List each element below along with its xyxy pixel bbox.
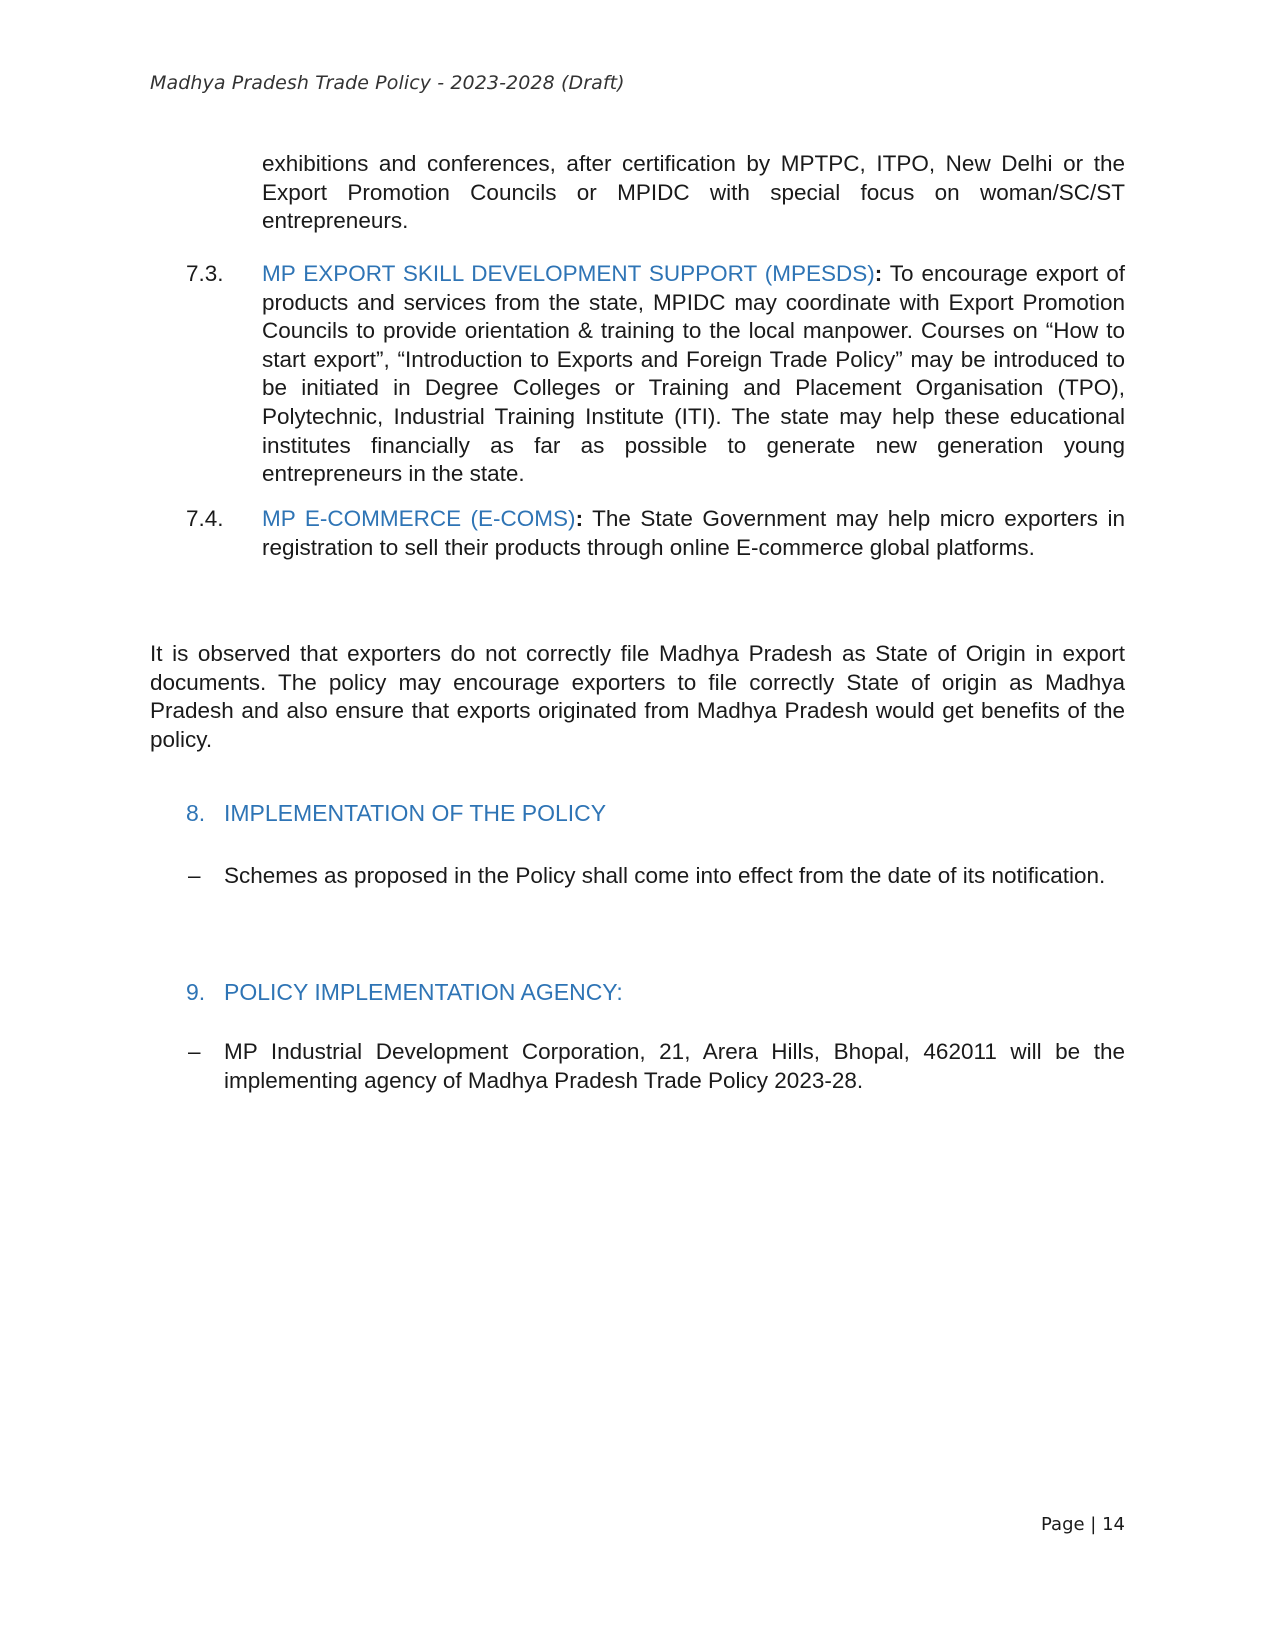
section-number: 9. <box>186 979 206 1005</box>
dash-bullet-icon: – <box>188 1039 201 1064</box>
subsection-colon: : <box>874 261 883 286</box>
bullet-text: MP Industrial Development Corporation, 21, Arera Hills, Bhopal, 462011 will be the implementing agency of Madhya Pradesh Trade Policy 2023-28. <box>224 1039 1125 1093</box>
bullet-item-8 <box>186 862 1125 891</box>
subsection-number: 7.4. <box>186 506 224 531</box>
bullet-text: Schemes as proposed in the Policy shall come into effect from the date of its notification. <box>224 863 1106 888</box>
subsection-text: The State Government may help micro exporters in registration to sell their products through online E-commerce global platforms. <box>262 506 1125 560</box>
section-heading-9 <box>186 977 623 1007</box>
section-number: 8. <box>186 800 206 826</box>
subsection-colon: : <box>575 506 584 531</box>
observation-paragraph: It is observed that exporters do not correctly file Madhya Pradesh as State of Origin in export documents. The policy may encourage exporters to file correctly State of origin as Madhya Pradesh and also ensure that exports originated from Madhya Pradesh would get benefits of the policy. <box>150 641 1125 752</box>
subsection-body <box>262 260 1125 489</box>
subsection-7-3 <box>186 260 1125 489</box>
running-header: Madhya Pradesh Trade Policy - 2023-2028 (Draft) <box>150 72 625 94</box>
continuation-paragraph: exhibitions and conferences, after certification by MPTPC, ITPO, New Delhi or the Export Promotion Councils or MPIDC with special focus on woman/SC/ST entrepreneurs. <box>262 151 1125 234</box>
section-title: POLICY IMPLEMENTATION AGENCY: <box>224 979 623 1005</box>
subsection-title: MP EXPORT SKILL DEVELOPMENT SUPPORT (MPESDS) <box>262 261 875 286</box>
subsection-text: To encourage export of products and services from the state, MPIDC may coordinate with Export Promotion Councils to provide orientation & training to the local manpower. Courses on “How to start export”, “Introduction to Exports and Foreign Trade Policy” may be introduced to be initiated in Degree Colleges or Training and Placement Organisation (TPO), Polytechnic, Industrial Training Institute (ITI). The state may help these educational institutes financially as far as possible to generate new generation young entrepreneurs in the state. <box>262 261 1125 487</box>
section-title: IMPLEMENTATION OF THE POLICY <box>224 800 607 826</box>
bullet-item-9 <box>186 1038 1125 1095</box>
subsection-title: MP E-COMMERCE (E-COMS) <box>262 506 576 531</box>
dash-bullet-icon: – <box>188 863 201 888</box>
subsection-7-4 <box>186 505 1125 562</box>
subsection-number: 7.3. <box>186 261 224 286</box>
subsection-body <box>262 505 1125 562</box>
section-heading-8 <box>186 798 606 828</box>
page-number: Page | 14 <box>1041 1514 1125 1535</box>
